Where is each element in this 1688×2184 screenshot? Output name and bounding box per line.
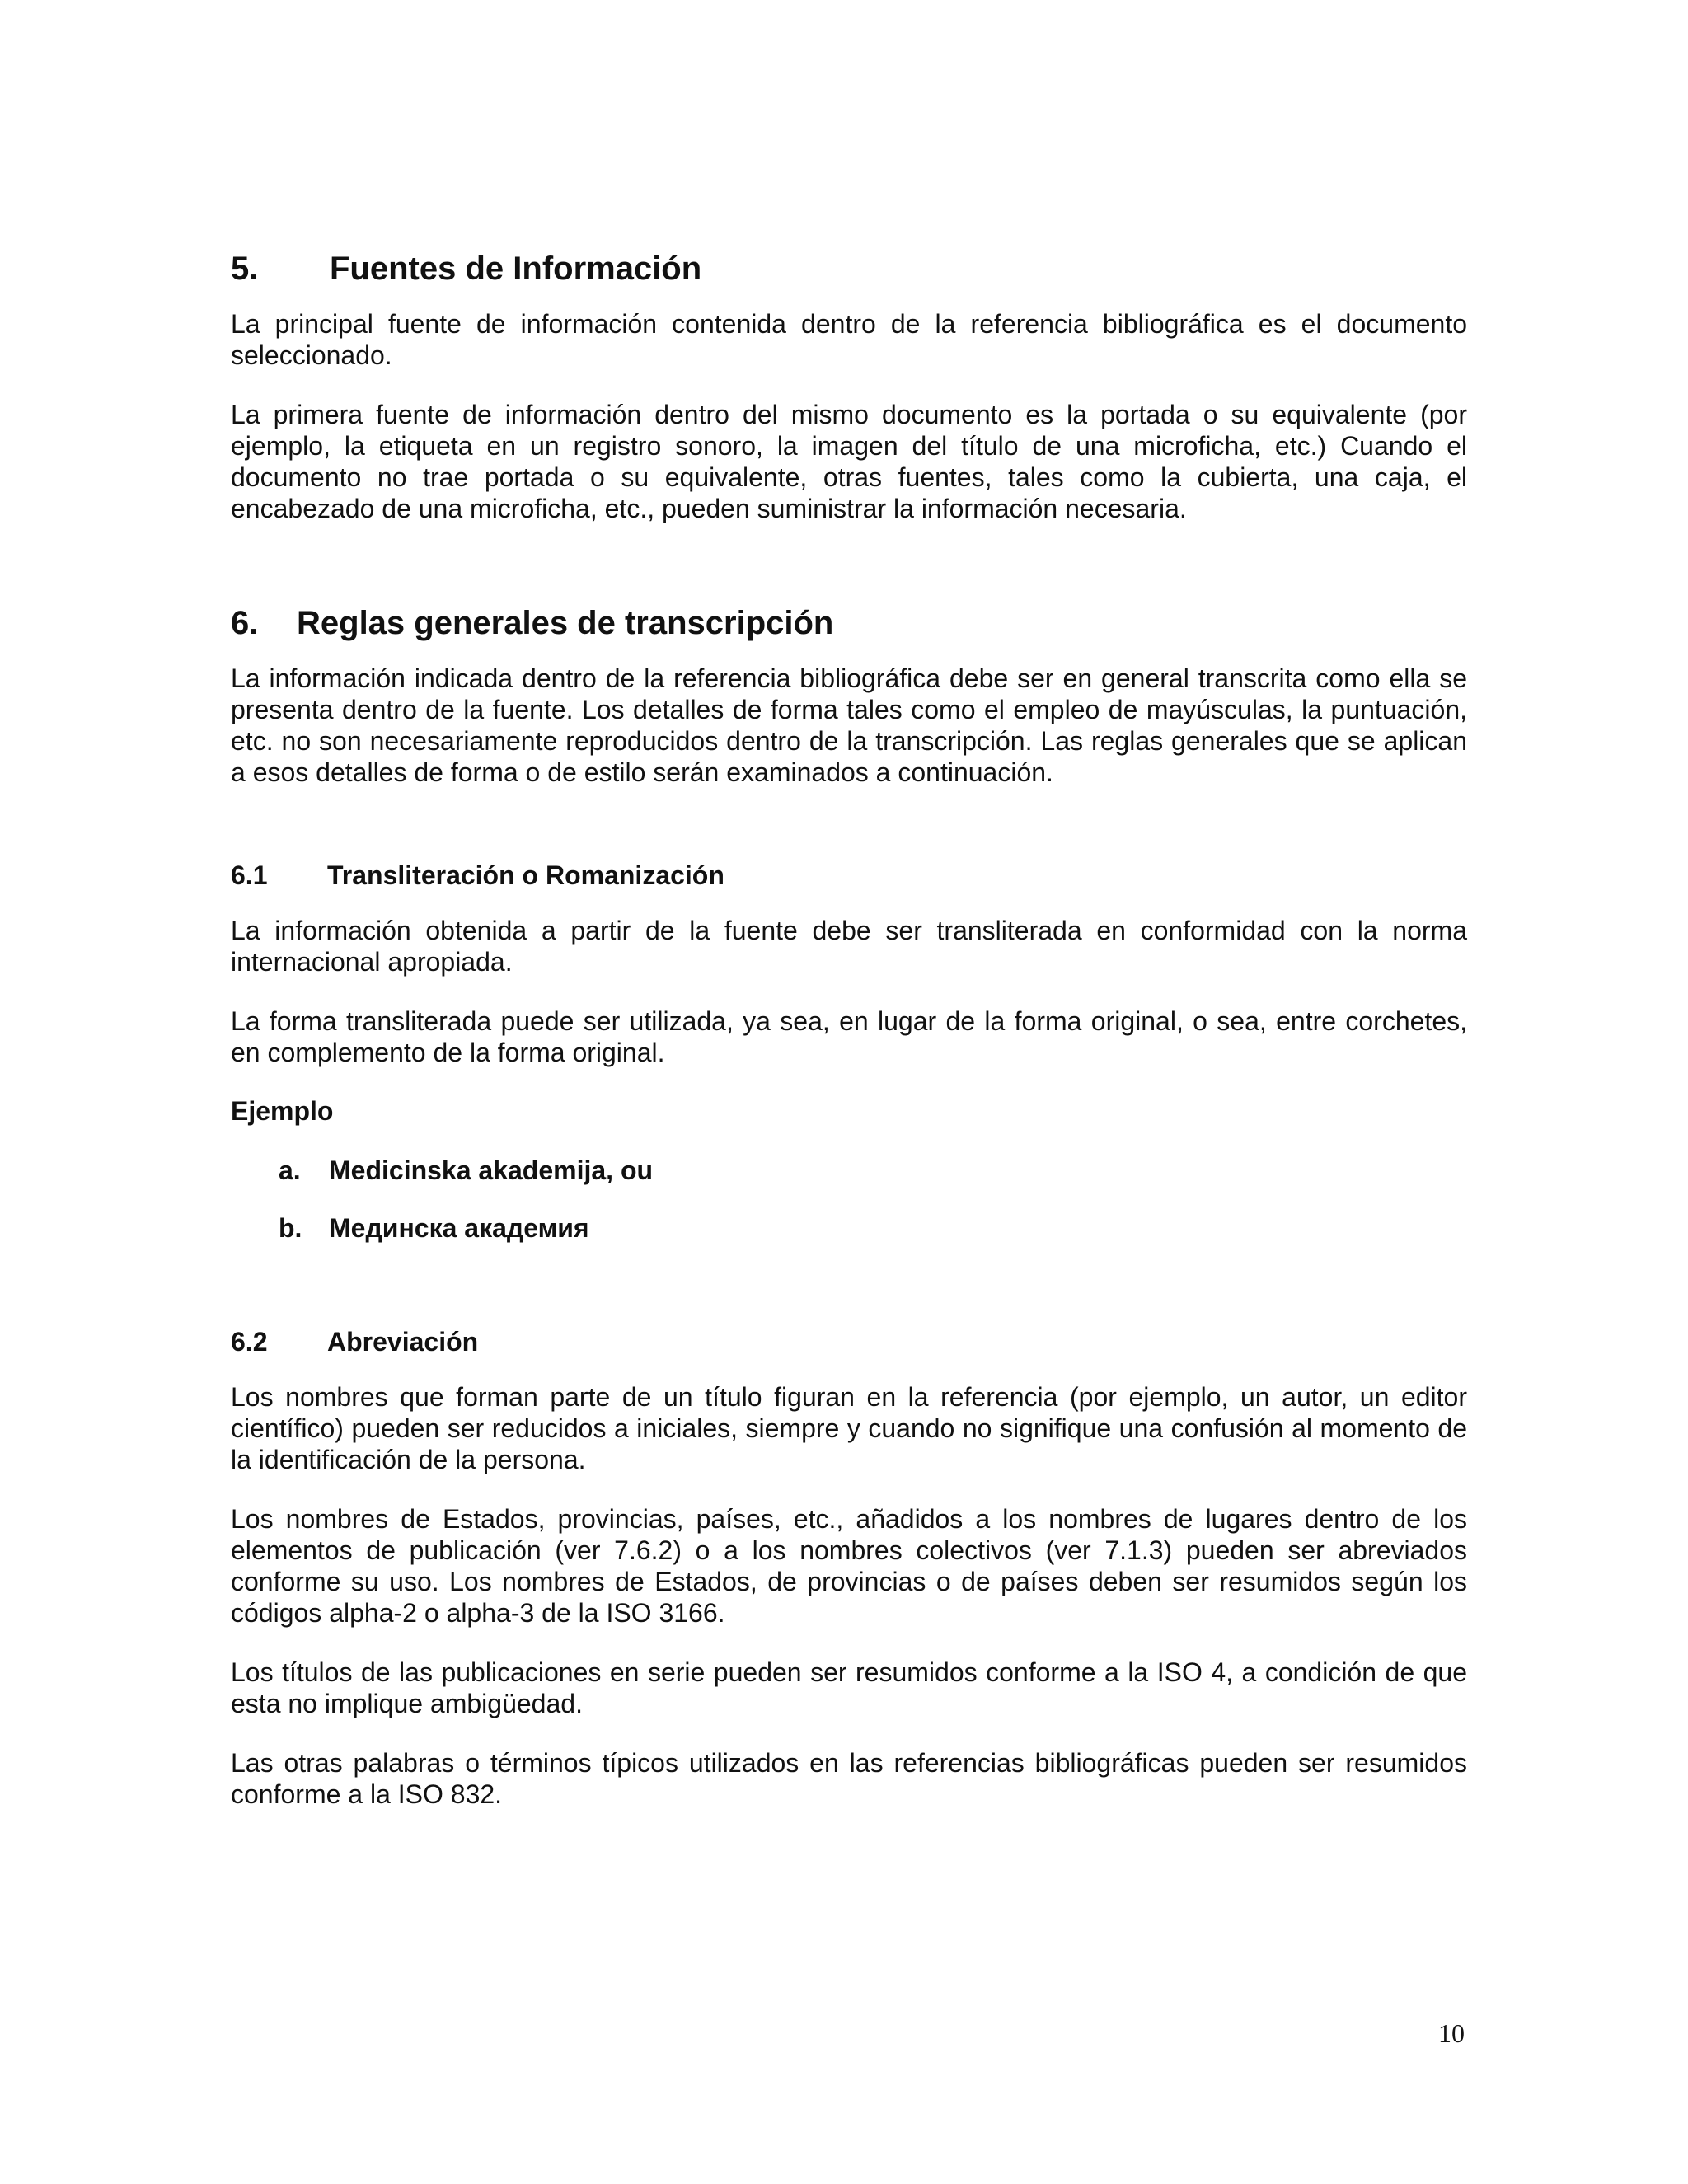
page-number: 10	[1438, 2018, 1465, 2048]
section-5-title: Fuentes de Información	[330, 251, 702, 287]
section-6-1-paragraph-2: La forma transliterada puede ser utilizada, ya sea, en lugar de la forma original, o sea, entre corchetes, en complemento de la forma original.	[231, 1006, 1467, 1067]
section-6-1-paragraph-1: La información obtenida a partir de la fuente debe ser transliterada en conformidad con la norma internacional apropiada.	[231, 916, 1467, 977]
example-item-b	[279, 1212, 1467, 1244]
section-6-1-title: Transliteración o Romanización	[327, 860, 724, 890]
section-5-number: 5.	[231, 251, 259, 287]
example-b-text: Мединска академия	[329, 1213, 589, 1243]
example-b-marker: b.	[279, 1213, 302, 1243]
section-6-2-paragraph-2: Los nombres de Estados, provincias, países, etc., añadidos a los nombres de lugares dentro de los elementos de publicación (ver 7.6.2) o a los nombres colectivos (ver 7.1.3) pueden ser abreviados conforme su uso. Los nombres de Estados, de provincias o de países deben ser resumidos según los códigos alpha-2 o alpha-3 de la ISO 3166.	[231, 1504, 1467, 1628]
section-6-paragraph-1: La información indicada dentro de la referencia bibliográfica debe ser en general transcrita como ella se presenta dentro de la fuente. Los detalles de forma tales como el empleo de mayúsculas, la puntuación, etc. no son necesariamente reproducidos dentro de la transcripción. Las reglas generales que se aplican a esos detalles de forma o de estilo serán examinados a continuación.	[231, 663, 1467, 787]
section-6-2-title: Abreviación	[327, 1327, 479, 1357]
section-6-title: Reglas generales de transcripción	[297, 605, 834, 641]
section-5-paragraph-2: La primera fuente de información dentro del mismo documento es la portada o su equivalente (por ejemplo, la etiqueta en un registro sonoro, la imagen del título de una microficha, etc.) Cuando el documento no trae portada o su equivalente, otras fuentes, tales como la cubierta, una caja, el encabezado de una microficha, etc., pueden suministrar la información necesaria.	[231, 400, 1467, 523]
section-6-2-paragraph-4: Las otras palabras o términos típicos utilizados en las referencias bibliográficas pueden ser resumidos conforme a la ISO 832.	[231, 1748, 1467, 1809]
example-item-a	[279, 1154, 1467, 1187]
example-a-marker: a.	[279, 1155, 301, 1185]
example-a-text: Medicinska akademija, ou	[329, 1155, 654, 1185]
section-5-paragraph-1: La principal fuente de información contenida dentro de la referencia bibliográfica es el documento seleccionado.	[231, 309, 1467, 370]
example-label: Ejemplo	[231, 1096, 334, 1126]
section-6-number: 6.	[231, 605, 259, 641]
section-6-heading	[231, 602, 1467, 644]
section-6-1-number: 6.1	[231, 860, 268, 890]
section-6-2-heading	[231, 1324, 1467, 1360]
section-6-2-paragraph-3: Los títulos de las publicaciones en serie pueden ser resumidos conforme a la ISO 4, a condición de que esta no implique ambigüedad.	[231, 1657, 1467, 1718]
document-page	[231, 247, 1467, 1810]
section-6-2-number: 6.2	[231, 1327, 268, 1357]
section-5-heading	[231, 247, 1467, 290]
section-6-1-heading	[231, 857, 1467, 893]
section-6-2-paragraph-1: Los nombres que forman parte de un título figuran en la referencia (por ejemplo, un autor, un editor científico) pueden ser reducidos a iniciales, siempre y cuando no signifique una confusión al momento de la identificación de la persona.	[231, 1382, 1467, 1474]
